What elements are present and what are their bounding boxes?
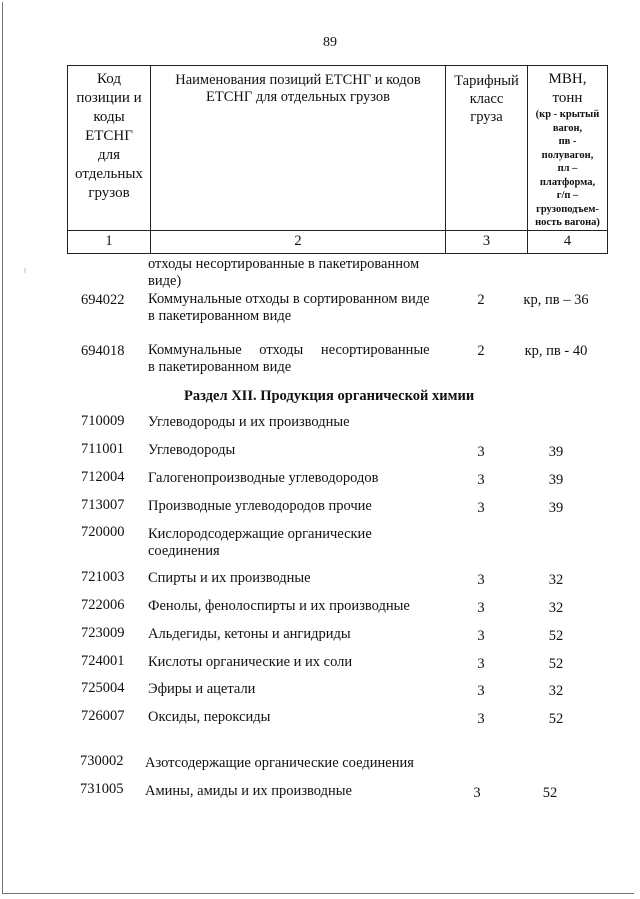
column-number-1: 1	[68, 230, 151, 253]
header-tariff-line: груза	[470, 109, 503, 125]
row-tariff: 3	[477, 572, 485, 588]
header-mvn-title: МВН,	[548, 71, 587, 87]
continuation-line: виде)	[148, 273, 182, 289]
row-name-line: Кислородсодержащие органические	[148, 526, 372, 542]
row-mvn: 52	[548, 628, 564, 644]
row-name: Углеводороды	[148, 442, 236, 458]
header-mvn-note: г/п –	[556, 190, 579, 201]
continuation-line: отходы несортированные в пакетированном	[148, 256, 420, 272]
row-name: Углеводороды и их производные	[148, 414, 350, 430]
row-tariff: 2	[477, 292, 485, 308]
header-mvn-unit: тонн	[552, 90, 583, 106]
row-tariff: 3	[473, 785, 481, 801]
header-code-line: ЕТСНГ	[85, 128, 133, 144]
header-tariff-line: Тарифный	[454, 73, 519, 89]
row-code: 694022	[81, 292, 125, 308]
row-code: 723009	[81, 625, 125, 641]
row-mvn: 52	[542, 785, 558, 801]
row-mvn: 32	[548, 683, 564, 699]
header-mvn-note: пв -	[558, 136, 577, 147]
row-code: 711001	[81, 441, 124, 457]
row-mvn: 39	[548, 444, 564, 460]
row-code: 713007	[81, 497, 125, 513]
row-mvn: 52	[548, 656, 564, 672]
row-name: Азотсодержащие органические соединения	[145, 755, 414, 771]
row-name	[148, 342, 442, 376]
row-code: 725004	[81, 680, 125, 696]
row-name: Кислоты органические и их соли	[148, 654, 353, 670]
header-code-line: грузов	[88, 185, 130, 201]
header-mvn-note: платформа,	[539, 176, 596, 188]
row-code: 710009	[81, 413, 125, 429]
column-number-2: 2	[151, 230, 446, 253]
row-code: 722006	[81, 597, 125, 613]
row-code: 721003	[81, 569, 125, 585]
row-name: Эфиры и ацетали	[148, 681, 256, 697]
row-name: Альдегиды, кетоны и ангидриды	[148, 626, 351, 642]
row-tariff: 3	[477, 628, 485, 644]
header-code-line: отдельных	[75, 166, 143, 182]
header-mvn-note: полувагон,	[541, 149, 594, 161]
header-tariff-line: класс	[469, 91, 504, 107]
row-name-line: Коммунальные отходы в сортированном виде	[148, 291, 430, 307]
header-mvn-note: ность вагона)	[535, 217, 600, 228]
header-mvn-cell	[528, 66, 608, 231]
row-name-line: Коммунальные отходы несортированные	[148, 342, 430, 358]
row-tariff: 3	[477, 656, 485, 672]
header-mvn-note: (кр - крытый	[535, 109, 600, 120]
header-name-line: Наименования позиций ЕТСНГ и кодов	[175, 72, 421, 88]
row-name-line: в пакетированном виде	[148, 359, 292, 375]
row-tariff: 3	[477, 600, 485, 616]
header-code-line: для	[97, 147, 121, 163]
header-mvn-note: пл –	[557, 163, 578, 174]
row-name	[148, 291, 448, 325]
row-code: 694018	[81, 343, 125, 359]
row-mvn: кр, пв – 36	[523, 292, 589, 308]
header-name-cell	[151, 66, 446, 231]
row-name-line: в пакетированном виде	[148, 308, 292, 324]
row-mvn: 39	[548, 500, 564, 516]
row-name: Амины, амиды и их производные	[145, 783, 352, 799]
column-number-3: 3	[446, 230, 528, 253]
row-name: Спирты и их производные	[148, 570, 311, 586]
row-mvn: 32	[548, 572, 564, 588]
header-name-line: ЕТСНГ для отдельных грузов	[205, 89, 390, 105]
row-code: 720000	[81, 524, 125, 540]
row-name-line: соединения	[148, 543, 220, 559]
row-code: 724001	[81, 653, 125, 669]
row-mvn: 39	[548, 472, 564, 488]
row-name: Галогенопроизводные углеводородов	[148, 470, 379, 486]
row-tariff: 3	[477, 500, 485, 516]
row-mvn: 32	[548, 600, 564, 616]
section-title: Раздел XII. Продукция органической химии	[184, 388, 475, 404]
row-code: 712004	[81, 469, 125, 485]
row-name: Оксиды, пероксиды	[148, 709, 271, 725]
row-tariff: 2	[477, 343, 485, 359]
row-code: 726007	[81, 708, 125, 724]
row-tariff: 3	[477, 711, 485, 727]
page-number: 89	[323, 35, 337, 50]
row-tariff: 3	[477, 683, 485, 699]
header-code-cell	[68, 66, 151, 231]
row-tariff: 3	[477, 444, 485, 460]
scan-mark: /	[22, 265, 28, 276]
row-mvn: кр, пв - 40	[524, 343, 588, 359]
header-mvn-note: грузоподъем-	[536, 203, 599, 215]
header-code-line: Код	[97, 71, 121, 87]
row-mvn: 52	[548, 711, 564, 727]
row-code: 730002	[80, 753, 124, 769]
row-name: Фенолы, фенолоспирты и их производные	[148, 598, 410, 614]
header-code-line: позиции и	[76, 90, 142, 106]
row-code: 731005	[80, 781, 124, 797]
continuation-text	[148, 256, 442, 290]
header-mvn-note: вагон,	[552, 122, 583, 134]
header-tariff-cell	[446, 66, 528, 231]
row-name	[148, 526, 438, 560]
header-table	[67, 65, 608, 254]
column-number-4: 4	[528, 230, 608, 253]
row-name: Производные углеводородов прочие	[148, 498, 372, 514]
header-code-line: коды	[93, 109, 125, 125]
row-tariff: 3	[477, 472, 485, 488]
